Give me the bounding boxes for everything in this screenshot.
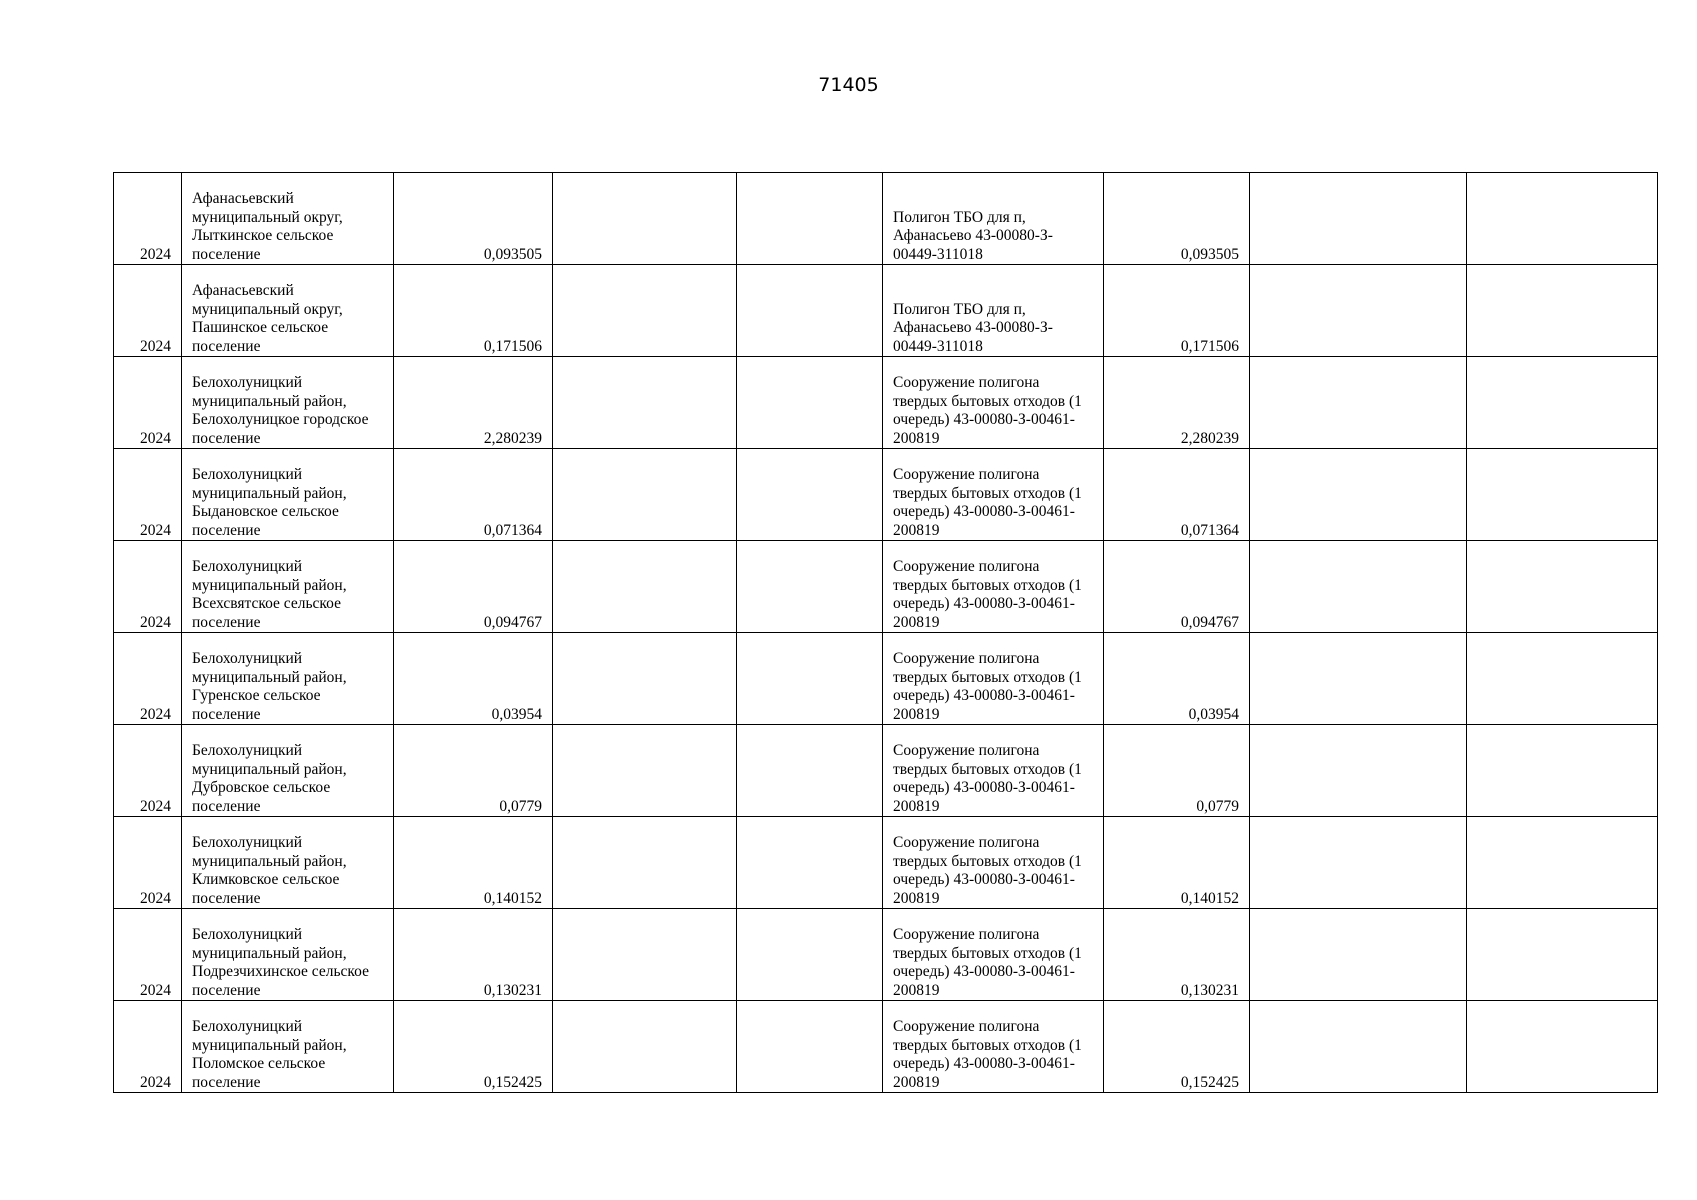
disposal-object-line: Сооружение полигона: [893, 834, 1040, 851]
empty-cell: [1467, 633, 1658, 725]
municipality-line: Афанасьевский: [192, 282, 294, 299]
municipality-cell: [182, 265, 394, 357]
municipality-line: муниципальный округ,: [192, 208, 343, 226]
municipality-line: поселение: [192, 889, 261, 907]
municipality-line: поселение: [192, 705, 261, 723]
disposed-mass-cell: 0,130231: [1104, 909, 1250, 1001]
disposed-mass-cell: 0,071364: [1104, 449, 1250, 541]
empty-cell: [1467, 357, 1658, 449]
empty-cell: [1250, 725, 1467, 817]
table-row: [114, 449, 1658, 541]
disposal-object-cell: [883, 909, 1104, 1001]
disposal-object-cell: [883, 173, 1104, 265]
empty-cell: [553, 1001, 737, 1093]
empty-cell: [553, 633, 737, 725]
table-row: [114, 817, 1658, 909]
municipality-line: Белохолуницкий: [192, 558, 303, 575]
disposal-object-line: твердых бытовых отходов (1: [893, 392, 1082, 410]
municipality-line: поселение: [192, 337, 261, 355]
disposed-mass-cell: 0,03954: [1104, 633, 1250, 725]
table-body: [114, 173, 1658, 1093]
waste-mass-cell: 0,152425: [394, 1001, 553, 1093]
disposed-mass-cell: 0,140152: [1104, 817, 1250, 909]
empty-cell: [1250, 633, 1467, 725]
year-cell: 2024: [114, 817, 182, 909]
empty-cell: [1467, 449, 1658, 541]
disposed-mass-cell: 0,152425: [1104, 1001, 1250, 1093]
municipality-line: Дубровское сельское: [192, 779, 331, 796]
year-cell: 2024: [114, 633, 182, 725]
disposed-mass-cell: 0,093505: [1104, 173, 1250, 265]
municipality-line: поселение: [192, 1073, 261, 1091]
municipality-cell: [182, 1001, 394, 1093]
disposal-object-line: Сооружение полигона: [893, 650, 1040, 667]
municipality-line: поселение: [192, 521, 261, 539]
year-cell: 2024: [114, 265, 182, 357]
empty-cell: [737, 725, 883, 817]
municipality-line: муниципальный район,: [192, 668, 347, 686]
waste-mass-cell: 0,071364: [394, 449, 553, 541]
empty-cell: [1250, 909, 1467, 1001]
empty-cell: [553, 541, 737, 633]
disposal-object-cell: [883, 449, 1104, 541]
disposal-object-line: очередь) 43-00080-З-00461-: [893, 411, 1075, 428]
municipality-line: Афанасьевский: [192, 190, 294, 207]
table-row: [114, 909, 1658, 1001]
municipality-cell: [182, 541, 394, 633]
municipality-line: Гуренское сельское: [192, 687, 321, 704]
empty-cell: [553, 357, 737, 449]
disposal-object-line: твердых бытовых отходов (1: [893, 760, 1082, 778]
disposed-mass-cell: 0,171506: [1104, 265, 1250, 357]
empty-cell: [737, 909, 883, 1001]
municipality-cell: [182, 909, 394, 1001]
municipality-line: Климковское сельское: [192, 871, 340, 888]
table-row: [114, 541, 1658, 633]
municipality-line: Белохолуницкий: [192, 926, 303, 943]
waste-mass-cell: 0,093505: [394, 173, 553, 265]
disposal-object-line: Сооружение полигона: [893, 558, 1040, 575]
disposal-object-line: очередь) 43-00080-З-00461-: [893, 963, 1075, 980]
disposal-object-line: твердых бытовых отходов (1: [893, 576, 1082, 594]
empty-cell: [553, 173, 737, 265]
empty-cell: [737, 541, 883, 633]
municipality-line: муниципальный район,: [192, 760, 347, 778]
disposal-object-line: Сооружение полигона: [893, 374, 1040, 391]
empty-cell: [737, 449, 883, 541]
disposal-object-line: твердых бытовых отходов (1: [893, 1036, 1082, 1054]
table-row: [114, 1001, 1658, 1093]
table-row: [114, 173, 1658, 265]
disposal-object-line: твердых бытовых отходов (1: [893, 944, 1082, 962]
disposal-object-line: 200819: [893, 705, 940, 723]
disposal-object-line: 00449-311018: [893, 337, 983, 355]
disposal-object-line: твердых бытовых отходов (1: [893, 484, 1082, 502]
municipality-line: Белохолуницкий: [192, 742, 303, 759]
year-cell: 2024: [114, 909, 182, 1001]
municipality-line: Белохолуницкий: [192, 374, 303, 391]
empty-cell: [1250, 173, 1467, 265]
municipality-line: поселение: [192, 613, 261, 631]
empty-cell: [553, 725, 737, 817]
municipality-line: поселение: [192, 797, 261, 815]
year-cell: 2024: [114, 173, 182, 265]
waste-mass-cell: 0,094767: [394, 541, 553, 633]
empty-cell: [1250, 1001, 1467, 1093]
waste-mass-cell: 0,0779: [394, 725, 553, 817]
disposal-object-cell: [883, 633, 1104, 725]
empty-cell: [737, 357, 883, 449]
year-cell: 2024: [114, 357, 182, 449]
disposal-object-cell: [883, 265, 1104, 357]
disposal-object-line: Сооружение полигона: [893, 742, 1040, 759]
disposal-object-line: твердых бытовых отходов (1: [893, 852, 1082, 870]
municipality-line: Белохолуницкий: [192, 466, 303, 483]
municipality-line: Подрезчихинское сельское: [192, 963, 369, 980]
empty-cell: [1467, 173, 1658, 265]
disposal-object-line: Полигон ТБО для п,: [893, 300, 1026, 318]
empty-cell: [737, 173, 883, 265]
empty-cell: [737, 1001, 883, 1093]
waste-mass-cell: 0,171506: [394, 265, 553, 357]
disposal-object-line: Сооружение полигона: [893, 1018, 1040, 1035]
disposal-object-cell: [883, 541, 1104, 633]
disposal-object-line: очередь) 43-00080-З-00461-: [893, 871, 1075, 888]
page-number: 71405: [818, 74, 879, 96]
empty-cell: [1467, 725, 1658, 817]
disposed-mass-cell: 0,094767: [1104, 541, 1250, 633]
waste-mass-cell: 0,140152: [394, 817, 553, 909]
table-row: [114, 725, 1658, 817]
empty-cell: [1467, 909, 1658, 1001]
disposal-object-line: Афанасьево 43-00080-З-: [893, 319, 1053, 336]
municipality-line: Белохолуницкий: [192, 1018, 303, 1035]
municipality-line: муниципальный район,: [192, 392, 347, 410]
municipality-line: Белохолуницкий: [192, 834, 303, 851]
municipality-line: Лыткинское сельское: [192, 227, 334, 244]
disposal-object-cell: [883, 357, 1104, 449]
empty-cell: [1467, 1001, 1658, 1093]
table-row: [114, 633, 1658, 725]
municipality-line: Белохолуницкий: [192, 650, 303, 667]
year-cell: 2024: [114, 541, 182, 633]
municipality-line: Поломское сельское: [192, 1055, 326, 1072]
year-cell: 2024: [114, 449, 182, 541]
municipality-line: муниципальный район,: [192, 484, 347, 502]
municipality-cell: [182, 357, 394, 449]
empty-cell: [1250, 265, 1467, 357]
disposal-object-line: очередь) 43-00080-З-00461-: [893, 503, 1075, 520]
municipality-line: муниципальный район,: [192, 944, 347, 962]
waste-table: [113, 172, 1658, 1093]
empty-cell: [737, 633, 883, 725]
disposal-object-line: Полигон ТБО для п,: [893, 208, 1026, 226]
empty-cell: [1250, 357, 1467, 449]
empty-cell: [737, 265, 883, 357]
empty-cell: [1250, 449, 1467, 541]
empty-cell: [553, 817, 737, 909]
waste-mass-cell: 0,130231: [394, 909, 553, 1001]
empty-cell: [737, 817, 883, 909]
disposal-object-line: Сооружение полигона: [893, 926, 1040, 943]
municipality-line: Белохолуницкое городское: [192, 411, 369, 428]
disposal-object-line: очередь) 43-00080-З-00461-: [893, 595, 1075, 612]
table-row: [114, 265, 1658, 357]
municipality-line: Пашинское сельское: [192, 319, 329, 336]
disposal-object-cell: [883, 817, 1104, 909]
disposal-object-line: Сооружение полигона: [893, 466, 1040, 483]
municipality-cell: [182, 633, 394, 725]
disposal-object-line: 200819: [893, 613, 940, 631]
disposed-mass-cell: 2,280239: [1104, 357, 1250, 449]
disposal-object-line: 00449-311018: [893, 245, 983, 263]
disposal-object-cell: [883, 725, 1104, 817]
disposed-mass-cell: 0,0779: [1104, 725, 1250, 817]
empty-cell: [1250, 541, 1467, 633]
municipality-cell: [182, 725, 394, 817]
disposal-object-line: 200819: [893, 521, 940, 539]
disposal-object-line: твердых бытовых отходов (1: [893, 668, 1082, 686]
municipality-line: Всехсвятское сельское: [192, 595, 341, 612]
disposal-object-line: 200819: [893, 981, 940, 999]
disposal-object-line: 200819: [893, 1073, 940, 1091]
municipality-cell: [182, 449, 394, 541]
waste-mass-cell: 2,280239: [394, 357, 553, 449]
empty-cell: [1467, 817, 1658, 909]
year-cell: 2024: [114, 725, 182, 817]
disposal-object-line: 200819: [893, 889, 940, 907]
disposal-object-cell: [883, 1001, 1104, 1093]
municipality-line: муниципальный район,: [192, 576, 347, 594]
municipality-line: поселение: [192, 429, 261, 447]
municipality-cell: [182, 173, 394, 265]
empty-cell: [1467, 265, 1658, 357]
disposal-object-line: очередь) 43-00080-З-00461-: [893, 1055, 1075, 1072]
year-cell: 2024: [114, 1001, 182, 1093]
empty-cell: [1250, 817, 1467, 909]
disposal-object-line: Афанасьево 43-00080-З-: [893, 227, 1053, 244]
disposal-object-line: 200819: [893, 429, 940, 447]
municipality-line: Быдановское сельское: [192, 503, 339, 520]
empty-cell: [553, 909, 737, 1001]
municipality-line: муниципальный округ,: [192, 300, 343, 318]
municipality-line: муниципальный район,: [192, 1036, 347, 1054]
disposal-object-line: 200819: [893, 797, 940, 815]
table-row: [114, 357, 1658, 449]
disposal-object-line: очередь) 43-00080-З-00461-: [893, 687, 1075, 704]
municipality-line: поселение: [192, 981, 261, 999]
municipality-line: муниципальный район,: [192, 852, 347, 870]
waste-mass-cell: 0,03954: [394, 633, 553, 725]
disposal-object-line: очередь) 43-00080-З-00461-: [893, 779, 1075, 796]
municipality-line: поселение: [192, 245, 261, 263]
municipality-cell: [182, 817, 394, 909]
empty-cell: [553, 449, 737, 541]
empty-cell: [1467, 541, 1658, 633]
empty-cell: [553, 265, 737, 357]
